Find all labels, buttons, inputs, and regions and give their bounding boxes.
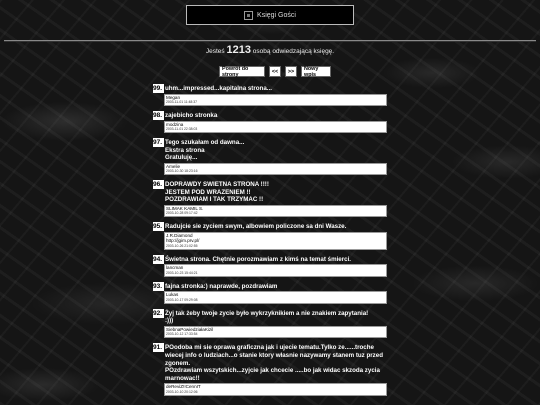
entry-number: 91. xyxy=(153,344,163,352)
entry-author: J.R.Diamond http://jgim.prv.pl/ xyxy=(166,232,200,244)
previous-page-button[interactable]: << xyxy=(269,66,281,77)
entry-date: 2003-11-01 11:48:37 xyxy=(166,100,197,104)
entry-date: 2003-10-23 15:44:21 xyxy=(166,270,198,275)
visitor-prefix: Jesteś xyxy=(205,48,225,55)
visitor-count: 1213 xyxy=(226,44,251,56)
entry-number: 92. xyxy=(153,309,163,317)
entry-meta xyxy=(164,205,387,217)
entry-date: 2003-10-28 09:17:42 xyxy=(166,211,198,216)
guestbook-entry xyxy=(153,138,387,175)
guestbook-entry xyxy=(153,222,387,249)
entry-author: Megan xyxy=(166,94,181,100)
entry-author: Amelie xyxy=(166,163,181,169)
new-entry-button[interactable]: Nowy wpis xyxy=(301,66,331,77)
entry-meta xyxy=(164,121,387,133)
entry-author: Lukas xyxy=(166,292,179,298)
entry-message: DOPRAWDY SWIETNA STRONA !!!! JESTEM POD WRAZENIEM !! POZDRAWIAM I TAK TRZYMAC !! xyxy=(165,181,269,204)
entry-date: 2003-11-01 22:38:03 xyxy=(166,127,198,131)
entry-message: zajebicho stronka xyxy=(165,112,218,119)
guestbook-banner xyxy=(186,5,354,25)
banner-alt-text: Księgi Gości xyxy=(257,11,296,19)
guestbook-entry xyxy=(153,180,387,217)
entry-meta xyxy=(164,264,387,276)
horizontal-divider xyxy=(4,40,536,42)
guestbook-nav xyxy=(219,66,331,77)
entry-number: 96. xyxy=(153,181,163,189)
guestbook-entry xyxy=(153,84,387,106)
entry-date: 2003-10-17 09:29:08 xyxy=(166,297,198,302)
entry-number: 97. xyxy=(153,139,163,146)
entry-author: modzina xyxy=(166,121,184,127)
entry-message: POodoba mi sie oprawa graficzna jak i ujecie tematu.Tylko ze......troche wiecej info o ludziach...o stanie ktory własnie nazywamy stanem tuz przed zgonem. POzdrawiam wszytskich...zyjcie jak chcecie .....bo jak widac skzoda zycia marnowac!! xyxy=(165,344,383,382)
visitor-counter xyxy=(0,43,540,59)
entry-meta xyxy=(164,383,387,395)
entry-meta xyxy=(164,163,387,175)
entry-number: 98. xyxy=(153,112,163,119)
guestbook-entry xyxy=(153,309,387,339)
entry-message: Żyj tak żeby twoje zycie było wykrzyknikiem a nie znakiem zapytania! :))) xyxy=(165,309,369,325)
visitor-suffix: osobą odwiedzającą księgę. xyxy=(252,48,335,55)
entry-date: 2003-10-12 17:33:54 xyxy=(166,332,198,337)
guestbook-entry xyxy=(153,255,387,277)
entry-author: deReviZ!!CennIT xyxy=(166,384,201,390)
entry-meta xyxy=(164,326,387,338)
entry-meta xyxy=(164,291,387,303)
guestbook-entry xyxy=(153,282,387,304)
guestbook-entry xyxy=(153,343,387,395)
entry-author: lancman xyxy=(166,265,184,271)
entry-author: SiebnaPowiedziałaKizil xyxy=(166,326,214,332)
home-button[interactable]: Powrót do strony xyxy=(219,66,265,77)
entry-number: 99. xyxy=(153,85,163,92)
entry-number: 94. xyxy=(153,255,163,263)
entry-meta xyxy=(164,232,387,250)
entry-message: fajna stronka:) naprawde, pozdrawiam xyxy=(165,282,278,290)
entry-meta xyxy=(164,94,387,106)
entry-author: SLIMAK KAMIL S. xyxy=(166,205,204,211)
entry-number: 93. xyxy=(153,282,163,290)
entry-message: uhm...impressed...kapitalna strona... xyxy=(165,85,272,92)
guestbook-entries xyxy=(153,84,387,401)
entry-number: 95. xyxy=(153,223,163,231)
entry-date: 2003-10-26 21:02:55 xyxy=(166,243,198,248)
broken-image-icon xyxy=(244,11,253,20)
entry-message: Tego szukałam od dawna... Ekstra strona Gratuluję... xyxy=(165,139,245,162)
guestbook-entry xyxy=(153,111,387,133)
entry-date: 2003-10-30 18:23:16 xyxy=(166,169,198,174)
entry-date: 2003-10-10 20:12:06 xyxy=(166,389,198,394)
entry-message: Świetna strona. Chętnie porozmawiam z kimś na temat śmierci. xyxy=(165,255,352,263)
entry-message: Radujcie sie zyciem swym, albowiem policzone sa dni Wasze. xyxy=(165,223,347,231)
next-page-button[interactable]: >> xyxy=(285,66,297,77)
